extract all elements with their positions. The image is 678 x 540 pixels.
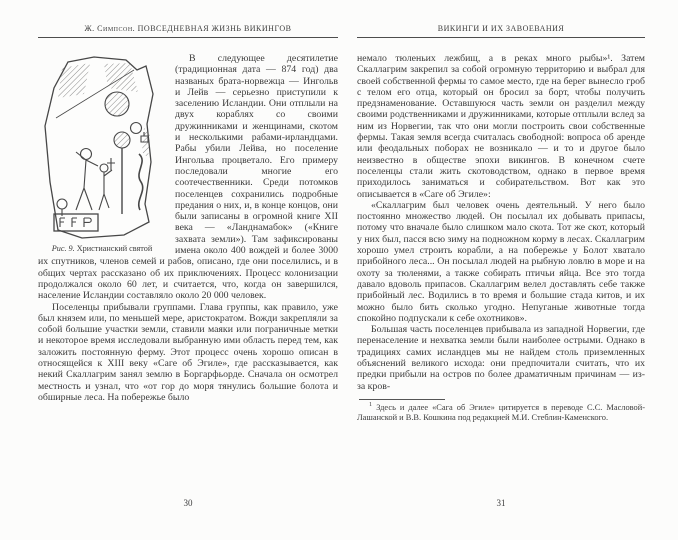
footnote-marker: 1	[369, 401, 373, 409]
right-page-number: 31	[496, 498, 506, 508]
figure-stone-carving	[38, 54, 166, 254]
body-paragraph: немало тюленьих лежбищ, а в реках много рыбы»¹. Затем Скаллагрим закрепил за собой огромную территорию и выбрал для своей собственной фермы то самое место, где на берег вынесло гроб с телом его отца, который он бросил за борт, чтобы получить предзнаменование. Оставшуюся часть земли он разделил между своими родственниками и дружинниками, которые отплыли вслед за ним из Норвегии, так что они могли построить свои собственные фермы. Такая земля всегда считалась свободной: вопроса об аренде или феодальных поборах не возникало — и то и другое было неизвестно в обществе эпохи викингов. В конечном счете поселенцы стали жить скотоводством, однако в первое время приходилось заниматься и собирательством. Вот как это описывается в «Саге об Эгиле»:	[357, 53, 645, 200]
body-paragraph: Поселенцы прибывали группами. Глава группы, как правило, уже был князем или, по меньшей мере, аристократом. Вожди закрепляли за собой большие участки земли, ставили маяки или пограничные метки и некоторое время исследовали выбранную ими область перед тем, как заложить постоянную ферму. Этот процесс очень хорошо описан в относящейся к XIII веку «Саге об Эгиле», где рассказывается, как некий Скаллагрим занял землю в Боргарфьорде. Сначала он осмотрел местность и узнал, что «от гор до моря тянулись большие болота и обширные леса. На побережье было	[38, 301, 338, 403]
stone-outline	[45, 57, 153, 238]
left-page-text	[38, 53, 338, 403]
right-page-text	[357, 53, 645, 392]
right-page	[357, 24, 645, 524]
right-running-head: ВИКИНГИ И ИХ ЗАВОЕВАНИЯ	[357, 24, 645, 38]
left-page-number: 30	[183, 498, 193, 508]
stone-carving-illustration	[38, 54, 166, 240]
body-paragraph: Большая часть поселенцев прибывала из западной Норвегии, где перенаселение и нехватка земли были наиболее острыми. Однако в традициях самих исландцев мы не найдем столь приземленных объяснений великого исхода: они предпочитали считать, что их предки прибыли на остров по более драматичным причинам — из-за кров-	[357, 324, 645, 392]
left-running-head: Ж. Симпсон. ПОВСЕДНЕВНАЯ ЖИЗНЬ ВИКИНГОВ	[38, 24, 338, 38]
footnote-text: Здесь и далее «Сага об Эгиле» цитируется в переводе С.С. Масловой-Лашанской и В.В. Кошкина под редакцией М.И. Стеблин-Каменского.	[357, 402, 646, 422]
footnote-separator	[359, 399, 445, 400]
body-paragraph: В следующее десятилетие (традиционная дата — 874 год) два названых брата-норвежца — Ингольв и Лейв — серьезно приступили к заселению Исландии. Они отплыли на двух кораблях со своими дружинниками и женщинами, скотом и несколькими рабами-ирландцами. Рабы убили Лейва, но поселение Ингольва процветало. Его примеру последовали многие его соотечественники. Среди потомков поселенцев сохранились подробные предания о них, и, в конце концов, они были записаны в огромной книге XII века — «Ланднамабок» («Книге захвата земли»). Там зафиксированы имена около 400 вождей и более 3000 их спутников, членов семей и рабов, описано, где они поселились, и в общих чертах рассказано об их приключениях. Процесс колонизации продолжался около 60 лет, и считается, что, когда он завершился, население Исландии составляло около 20 000 человек.	[38, 53, 338, 302]
body-paragraph-quote: «Скаллагрим был человек очень деятельный. У него было постоянно множество людей. Он посылал их добывать припасы, потому что вначале было слишком мало скота. Тот же скот, который у них был, пасся всю зиму на подножном корму в лесах. Скаллагрим хорошо умел строить корабли, а на побережье у Болот хватало прибойного леса... Он посылал людей на рыбную ловлю в море и на охоту за тюленями, а также собирать птичьи яйца. Все это тогда давало вдоволь припасов. Скаллагрим велел доставлять себе также прибойный лес. Водились в то время и большие стада китов, и их можно было бить сколько угодно. Непуганые животные тогда спокойно подпускали к себе охотников».	[357, 199, 645, 324]
figure-caption	[38, 244, 166, 254]
left-page	[38, 24, 338, 524]
figure-caption-label: Рис. 9.	[51, 244, 75, 253]
footnote	[357, 403, 645, 422]
figure-caption-text: Христианский святой	[76, 244, 153, 253]
